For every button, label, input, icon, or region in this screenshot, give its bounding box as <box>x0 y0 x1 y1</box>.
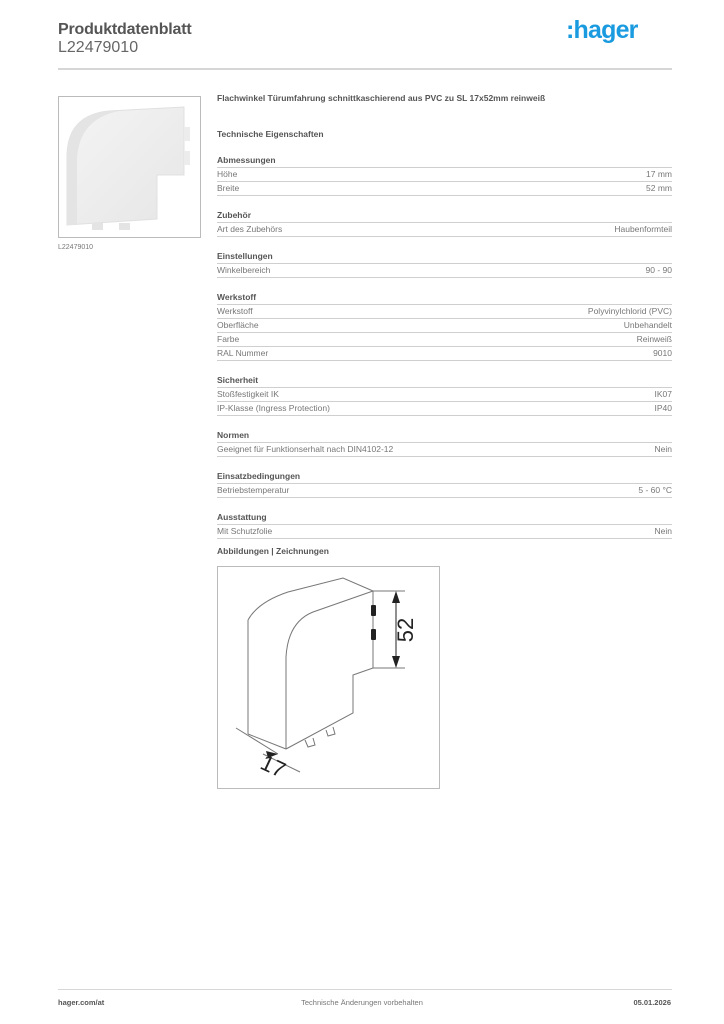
product-code: L22479010 <box>58 39 139 56</box>
technical-drawing <box>217 566 440 789</box>
row-label: Art des Zubehörs <box>217 224 283 234</box>
section-title: Abmessungen <box>217 155 672 168</box>
section-einstellungen <box>217 251 672 278</box>
section-title: Einstellungen <box>217 251 672 264</box>
row-value: IK07 <box>654 389 672 399</box>
section-zubehoer <box>217 210 672 237</box>
section-einsatzbedingungen <box>217 471 672 498</box>
section-werkstoff <box>217 292 672 361</box>
table-row <box>217 168 672 182</box>
section-title: Werkstoff <box>217 292 672 305</box>
row-label: Werkstoff <box>217 306 253 316</box>
table-row <box>217 305 672 319</box>
table-row <box>217 525 672 539</box>
row-label: RAL Nummer <box>217 348 269 358</box>
row-label: Geeignet für Funktionserhalt nach DIN4102-12 <box>217 444 394 454</box>
row-value: Nein <box>654 526 672 536</box>
row-value: 90 - 90 <box>645 265 672 275</box>
section-normen <box>217 430 672 457</box>
row-label: IP-Klasse (Ingress Protection) <box>217 403 330 413</box>
height-dimension-label: 52 <box>393 617 418 643</box>
table-row <box>217 402 672 416</box>
row-label: Oberfläche <box>217 320 259 330</box>
footer-website-link[interactable]: hager.com/at <box>58 998 105 1007</box>
table-row <box>217 223 672 237</box>
row-value: Reinweiß <box>636 334 672 344</box>
footer-date: 05.01.2026 <box>633 998 671 1007</box>
row-label: Stoßfestigkeit IK <box>217 389 279 399</box>
tech-properties-title: Technische Eigenschaften <box>217 129 324 139</box>
row-label: Breite <box>217 183 240 193</box>
row-label: Höhe <box>217 169 238 179</box>
product-image-caption: L22479010 <box>58 244 94 251</box>
product-details <box>217 93 672 539</box>
row-value: IP40 <box>654 403 672 413</box>
product-description: Flachwinkel Türumfahrung schnittkaschierend aus PVC zu SL 17x52mm reinweiß <box>217 93 546 103</box>
section-title: Zubehör <box>217 210 672 223</box>
table-row <box>217 443 672 457</box>
footer-notice: Technische Änderungen vorbehalten <box>301 998 423 1007</box>
product-photo-icon <box>59 97 200 237</box>
section-title: Ausstattung <box>217 512 672 525</box>
dimension-drawing-icon <box>218 567 439 788</box>
table-row <box>217 264 672 278</box>
row-value: Polyvinylchlorid (PVC) <box>587 306 672 316</box>
row-label: Farbe <box>217 334 240 344</box>
row-value: 52 mm <box>646 183 672 193</box>
section-title: Sicherheit <box>217 375 672 388</box>
section-title: Einsatzbedingungen <box>217 471 672 484</box>
section-sicherheit <box>217 375 672 416</box>
table-row <box>217 319 672 333</box>
row-label: Winkelbereich <box>217 265 271 275</box>
row-value: 17 mm <box>646 169 672 179</box>
section-title: Normen <box>217 430 672 443</box>
table-row <box>217 333 672 347</box>
row-label: Mit Schutzfolie <box>217 526 273 536</box>
page-title: Produktdatenblatt <box>58 21 192 38</box>
row-value: Nein <box>654 444 672 454</box>
table-row <box>217 484 672 498</box>
product-image <box>58 96 201 238</box>
depth-dimension-label: 17 <box>256 749 290 783</box>
row-value: 5 - 60 °C <box>638 485 672 495</box>
section-ausstattung <box>217 512 672 539</box>
table-row <box>217 347 672 361</box>
drawings-title: Abbildungen | Zeichnungen <box>217 546 329 556</box>
hager-logo: :hager <box>566 16 638 44</box>
table-row <box>217 388 672 402</box>
table-row <box>217 182 672 196</box>
row-value: Haubenformteil <box>614 224 672 234</box>
row-value: 9010 <box>653 348 672 358</box>
row-value: Unbehandelt <box>623 320 672 330</box>
row-label: Betriebstemperatur <box>217 485 290 495</box>
footer-divider <box>58 989 672 990</box>
section-abmessungen <box>217 155 672 196</box>
header-divider <box>58 68 672 70</box>
